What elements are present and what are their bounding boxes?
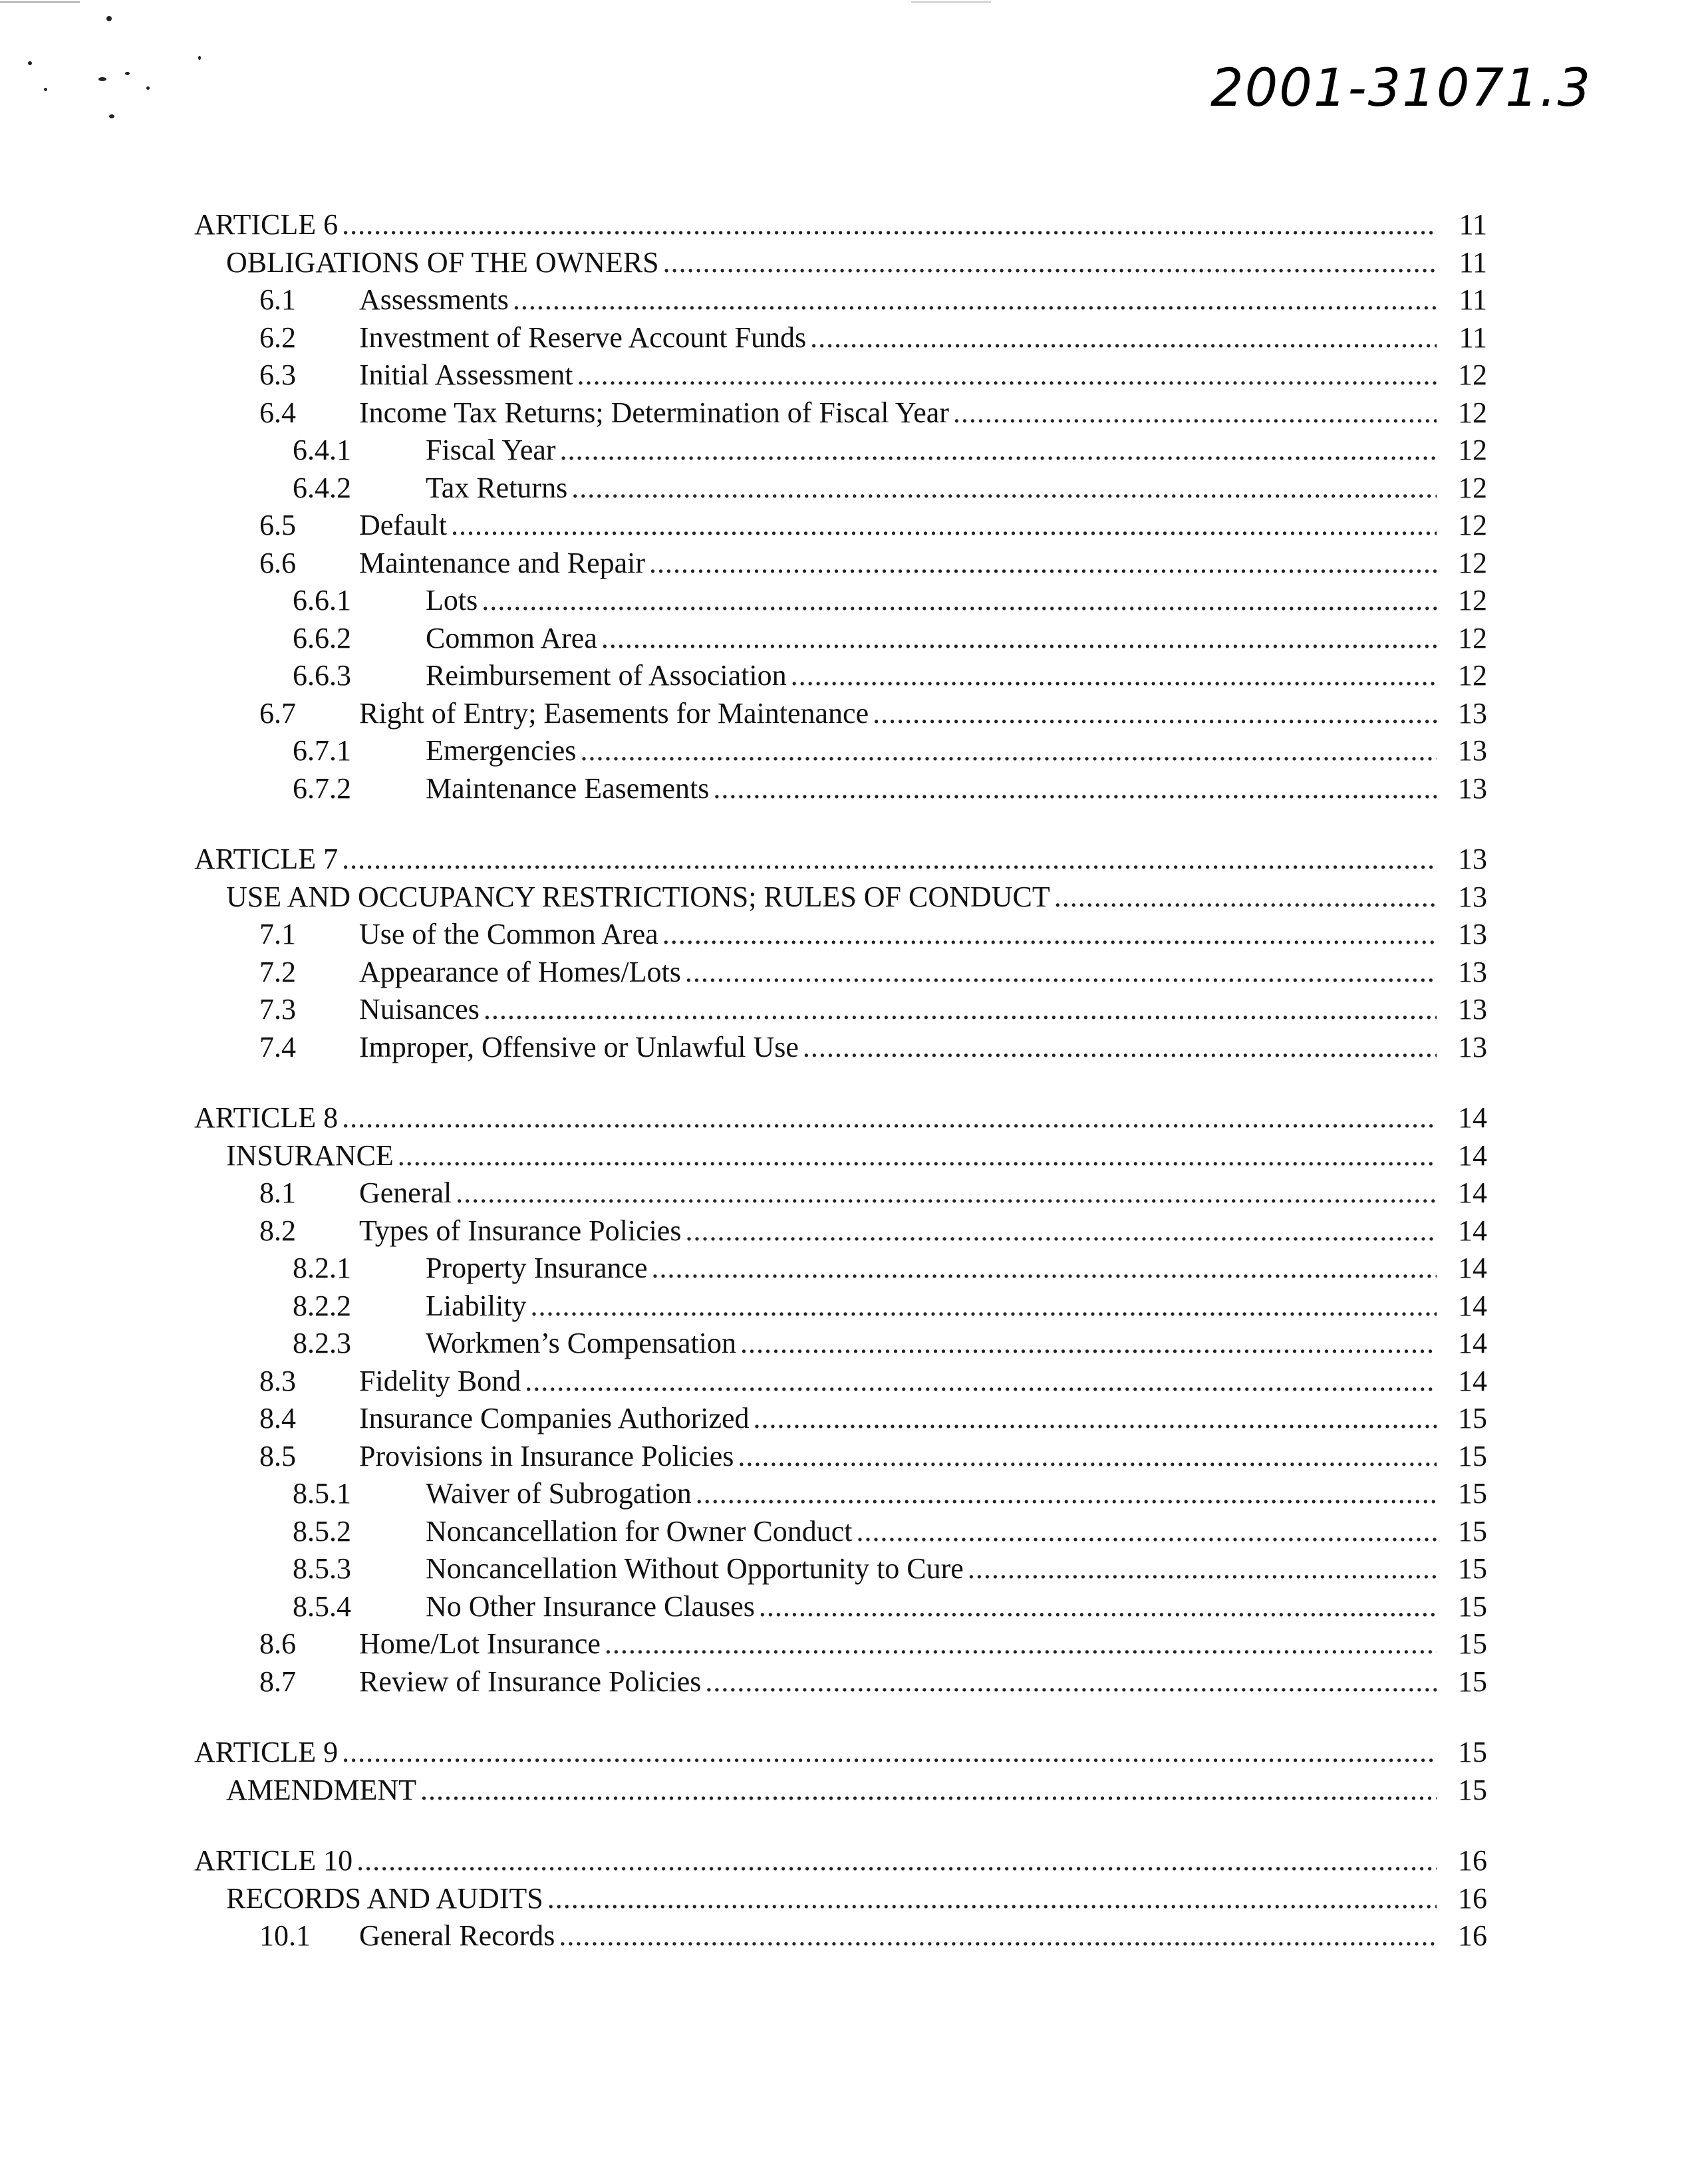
dot-leader: [649, 546, 1437, 581]
section-number: 7.1: [259, 918, 296, 950]
section-title: Types of Insurance Policies: [359, 1214, 682, 1247]
article-heading-line: [226, 1773, 1487, 1808]
section-title: Appearance of Homes/Lots: [359, 956, 681, 988]
section-number: 6.4.1: [293, 434, 351, 466]
dot-leader: [580, 734, 1437, 768]
article-heading-line: [226, 1881, 1487, 1916]
page-number: 12: [1458, 584, 1487, 616]
section-title: Assessments: [359, 283, 509, 316]
page-number: 14: [1458, 1290, 1487, 1322]
section-title: Lots: [426, 584, 478, 616]
subsection-line: [293, 583, 1487, 618]
section-number: 8.5: [259, 1440, 296, 1472]
section-title: Workmen’s Compensation: [426, 1327, 736, 1359]
section-number: 8.2.3: [293, 1327, 351, 1359]
dot-leader: [713, 771, 1437, 806]
dot-leader: [342, 842, 1437, 877]
subsection-line: [293, 1251, 1487, 1286]
dot-leader: [1054, 880, 1437, 914]
article-heading-line: [226, 880, 1487, 914]
section-title: USE AND OCCUPANCY RESTRICTIONS; RULES OF CONDUCT: [226, 881, 1050, 913]
dot-leader: [513, 283, 1437, 317]
dot-leader: [662, 917, 1437, 952]
page-number: 11: [1459, 246, 1487, 279]
dot-leader: [663, 245, 1437, 280]
dot-leader: [740, 1326, 1437, 1361]
section-number: 6.5: [259, 509, 296, 541]
dot-leader: [560, 433, 1437, 468]
dot-leader: [856, 1514, 1437, 1549]
dot-leader: [571, 471, 1437, 505]
section-title: Investment of Reserve Account Funds: [359, 321, 807, 354]
dot-leader: [791, 658, 1437, 693]
subsection-line: [293, 1514, 1487, 1549]
section-title: No Other Insurance Clauses: [426, 1590, 755, 1623]
subsection-line: [293, 1326, 1487, 1361]
section-line: [259, 992, 1487, 1027]
section-number: 6.7.1: [293, 734, 351, 767]
section-title: Noncancellation for Owner Conduct: [426, 1515, 853, 1548]
dot-leader: [605, 1627, 1437, 1661]
page-number: 16: [1458, 1919, 1487, 1952]
dot-leader: [525, 1364, 1437, 1399]
section-number: 7.3: [259, 993, 296, 1025]
section-title: Right of Entry; Easements for Maintenance: [359, 697, 869, 730]
section-title: ARTICLE 8: [194, 1101, 339, 1134]
page-number: 15: [1458, 1665, 1487, 1698]
section-line: [259, 1176, 1487, 1210]
subsection-line: [293, 471, 1487, 505]
section-title: Reimbursement of Association: [426, 659, 787, 692]
dot-leader: [754, 1401, 1437, 1436]
dot-leader: [577, 358, 1437, 392]
article-line: [194, 1101, 1487, 1135]
page-number: 12: [1458, 396, 1487, 429]
section-title: Fiscal Year: [426, 434, 556, 466]
section-number: 8.5.1: [293, 1477, 351, 1510]
subsection-line: [293, 1552, 1487, 1586]
page-number: 13: [1458, 881, 1487, 913]
section-number: 6.7: [259, 697, 296, 730]
page-number: 13: [1458, 734, 1487, 767]
section-line: [259, 283, 1487, 317]
dot-leader: [482, 583, 1437, 618]
page-number: 12: [1458, 472, 1487, 504]
section-title: Noncancellation Without Opportunity to Cure: [426, 1552, 964, 1585]
page-number: 12: [1458, 509, 1487, 541]
dot-leader: [685, 955, 1437, 990]
section-line: [259, 1030, 1487, 1065]
subsection-line: [293, 734, 1487, 768]
section-line: [259, 1439, 1487, 1474]
article-line: [194, 1735, 1487, 1770]
section-line: [259, 546, 1487, 581]
page-number: 15: [1458, 1736, 1487, 1768]
section-number: 8.3: [259, 1365, 296, 1397]
dot-leader: [601, 621, 1437, 656]
section-number: 8.7: [259, 1665, 296, 1698]
section-title: Fidelity Bond: [359, 1365, 521, 1397]
dot-leader: [456, 1176, 1437, 1210]
section-title: Maintenance Easements: [426, 772, 710, 805]
dot-leader: [342, 1735, 1437, 1770]
section-number: 6.3: [259, 358, 296, 391]
section-line: [259, 321, 1487, 355]
section-line: [259, 1627, 1487, 1661]
dot-leader: [759, 1589, 1437, 1624]
page-number: 13: [1458, 918, 1487, 950]
dot-leader: [547, 1881, 1437, 1916]
page-number: 16: [1458, 1882, 1487, 1915]
section-title: ARTICLE 9: [194, 1736, 339, 1768]
subsection-line: [293, 771, 1487, 806]
section-title: General Records: [359, 1919, 555, 1952]
section-line: [259, 358, 1487, 392]
dot-leader: [559, 1919, 1437, 1953]
dot-leader: [738, 1439, 1437, 1474]
page-number: 11: [1459, 208, 1487, 241]
section-number: 8.5.3: [293, 1552, 351, 1585]
page-number: 12: [1458, 358, 1487, 391]
page-number: 12: [1458, 434, 1487, 466]
dot-leader: [953, 396, 1437, 430]
dot-leader: [420, 1773, 1437, 1808]
section-number: 8.5.4: [293, 1590, 351, 1623]
section-number: 6.7.2: [293, 772, 351, 805]
section-line: [259, 1919, 1487, 1953]
section-line: [259, 955, 1487, 990]
section-number: 6.1: [259, 283, 296, 316]
dot-leader: [531, 1289, 1437, 1323]
section-number: 8.6: [259, 1627, 296, 1660]
section-number: 6.4.2: [293, 472, 351, 504]
dot-leader: [342, 1101, 1437, 1135]
section-number: 8.4: [259, 1402, 296, 1434]
page-number: 13: [1458, 956, 1487, 988]
dot-leader: [451, 508, 1437, 543]
subsection-line: [293, 621, 1487, 656]
section-title: Use of the Common Area: [359, 918, 658, 950]
section-number: 6.4: [259, 396, 296, 429]
page-number: 15: [1458, 1440, 1487, 1472]
page-number: 15: [1458, 1477, 1487, 1510]
section-line: [259, 1665, 1487, 1699]
page-number: 15: [1458, 1627, 1487, 1660]
section-title: Liability: [426, 1290, 527, 1322]
section-title: Provisions in Insurance Policies: [359, 1440, 734, 1472]
section-title: RECORDS AND AUDITS: [226, 1882, 543, 1915]
section-line: [259, 1364, 1487, 1399]
section-title: Initial Assessment: [359, 358, 573, 391]
article-line: [194, 1843, 1487, 1878]
article-line: [194, 207, 1487, 242]
section-title: AMENDMENT: [226, 1774, 416, 1806]
page-number: 15: [1458, 1515, 1487, 1548]
document-stamp: 2001-31071.3: [1210, 59, 1592, 118]
page-number: 15: [1458, 1552, 1487, 1585]
dot-leader: [685, 1214, 1437, 1248]
dot-leader: [356, 1843, 1437, 1878]
section-number: 6.6.1: [293, 584, 351, 616]
page-number: 13: [1458, 697, 1487, 730]
page-number: 14: [1458, 1252, 1487, 1284]
subsection-line: [293, 658, 1487, 693]
section-line: [259, 396, 1487, 430]
section-line: [259, 1401, 1487, 1436]
section-line: [259, 508, 1487, 543]
section-title: ARTICLE 7: [194, 843, 339, 875]
section-title: Review of Insurance Policies: [359, 1665, 702, 1698]
dot-leader: [398, 1139, 1437, 1173]
article-heading-line: [226, 1139, 1487, 1173]
page-number: 12: [1458, 547, 1487, 579]
section-number: 6.6.2: [293, 622, 351, 654]
section-line: [259, 917, 1487, 952]
dot-leader: [342, 207, 1437, 242]
section-title: Emergencies: [426, 734, 577, 767]
page-number: 14: [1458, 1101, 1487, 1134]
section-title: INSURANCE: [226, 1139, 394, 1172]
page-number: 14: [1458, 1176, 1487, 1209]
page-number: 12: [1458, 659, 1487, 692]
section-number: 6.6.3: [293, 659, 351, 692]
section-number: 10.1: [259, 1919, 311, 1952]
page-number: 14: [1458, 1214, 1487, 1247]
page-number: 14: [1458, 1139, 1487, 1172]
section-title: Tax Returns: [426, 472, 568, 504]
subsection-line: [293, 1476, 1487, 1511]
section-title: ARTICLE 10: [194, 1844, 353, 1877]
dot-leader: [810, 321, 1437, 355]
section-title: Waiver of Subrogation: [426, 1477, 692, 1510]
dot-leader: [652, 1251, 1437, 1286]
section-number: 6.2: [259, 321, 296, 354]
page-number: 13: [1458, 993, 1487, 1025]
page-number: 15: [1458, 1774, 1487, 1806]
section-number: 6.6: [259, 547, 296, 579]
page-number: 13: [1458, 1031, 1487, 1063]
section-title: Default: [359, 509, 447, 541]
section-title: Insurance Companies Authorized: [359, 1402, 750, 1434]
dot-leader: [968, 1552, 1437, 1586]
subsection-line: [293, 1589, 1487, 1624]
section-number: 7.4: [259, 1031, 296, 1063]
page-number: 14: [1458, 1365, 1487, 1397]
section-number: 8.2.1: [293, 1252, 351, 1284]
dot-leader: [873, 696, 1437, 731]
page-number: 16: [1458, 1844, 1487, 1877]
section-number: 8.5.2: [293, 1515, 351, 1548]
page-number: 12: [1458, 622, 1487, 654]
section-title: ARTICLE 6: [194, 208, 339, 241]
article-line: [194, 842, 1487, 877]
section-title: Nuisances: [359, 993, 480, 1025]
page-number: 13: [1458, 772, 1487, 805]
page-number: 11: [1459, 321, 1487, 354]
section-line: [259, 1214, 1487, 1248]
section-title: Property Insurance: [426, 1252, 648, 1284]
dot-leader: [705, 1665, 1437, 1699]
dot-leader: [803, 1030, 1437, 1065]
section-title: Maintenance and Repair: [359, 547, 646, 579]
section-title: OBLIGATIONS OF THE OWNERS: [226, 246, 659, 279]
page-number: 13: [1458, 843, 1487, 875]
subsection-line: [293, 1289, 1487, 1323]
subsection-line: [293, 433, 1487, 468]
page-number: 14: [1458, 1327, 1487, 1359]
dot-leader: [696, 1476, 1437, 1511]
section-title: Common Area: [426, 622, 597, 654]
dot-leader: [484, 992, 1437, 1027]
page-number: 15: [1458, 1590, 1487, 1623]
section-number: 8.2.2: [293, 1290, 351, 1322]
section-number: 8.1: [259, 1176, 296, 1209]
page-number: 15: [1458, 1402, 1487, 1434]
section-title: Home/Lot Insurance: [359, 1627, 601, 1660]
page-number: 11: [1459, 283, 1487, 316]
section-line: [259, 696, 1487, 731]
article-heading-line: [226, 245, 1487, 280]
section-title: Income Tax Returns; Determination of Fiscal Year: [359, 396, 949, 429]
section-number: 8.2: [259, 1214, 296, 1247]
section-title: Improper, Offensive or Unlawful Use: [359, 1031, 799, 1063]
section-number: 7.2: [259, 956, 296, 988]
section-title: General: [359, 1176, 452, 1209]
